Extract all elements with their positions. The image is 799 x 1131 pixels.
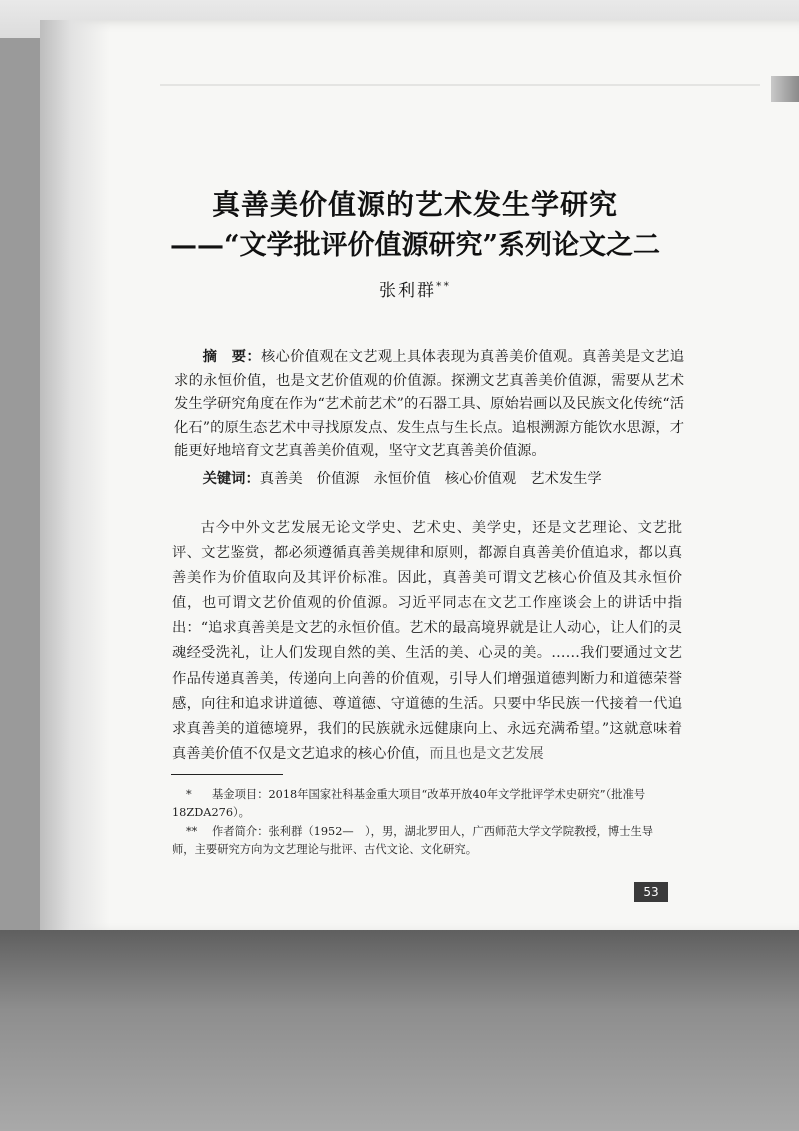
author-footnote-mark: ** xyxy=(436,279,451,293)
body-paragraph-continuation: 而且也是文艺发展 xyxy=(429,745,544,762)
page-gutter-shadow xyxy=(40,20,110,935)
keyword: 永恒价值 xyxy=(373,470,431,487)
article-title: 真善美价值源的艺术发生学研究 xyxy=(211,188,618,221)
abstract-text: 核心价值观在文艺观上具体表现为真善美价值观。真善美是文艺追求的永恒价值，也是文艺价值观的价值源。探溯文艺真善美价值源，需要从艺术发生学研究角度在作为“艺术前艺术”的石器工具、原始岩画以及民族文化传统“活化石”的原生态艺术中寻找原发点、发生点与生长点。追根溯源方能饮水思源，才能更好地培育文艺真善美价值观，坚守文艺真善美价值源。 xyxy=(174,349,684,460)
keyword: 价值源 xyxy=(316,470,360,487)
footnote-mark: * xyxy=(186,788,192,801)
footnote-rule xyxy=(171,774,283,775)
page-edge-tab xyxy=(771,76,799,102)
footnote-text: 作者简介：张利群（1952— ），男，湖北罗田人，广西师范大学文学院教授，博士生导师，主要研究方向为文艺理论与批评、古代文论、文化研究。 xyxy=(172,825,654,856)
abstract-paragraph xyxy=(174,346,684,464)
keywords-line xyxy=(174,468,684,492)
page-number: 53 xyxy=(634,882,668,902)
keyword: 核心价值观 xyxy=(444,470,517,487)
footnote-mark: ** xyxy=(186,825,198,838)
body-text xyxy=(172,516,682,767)
article-heading xyxy=(150,186,680,301)
keyword: 真善美 xyxy=(259,470,303,487)
keyword: 艺术发生学 xyxy=(530,470,602,487)
footnote-item xyxy=(172,786,658,822)
keywords-label: 关键词： xyxy=(202,470,260,487)
abstract-section xyxy=(174,346,684,492)
author-line xyxy=(150,276,680,301)
body-paragraph-text: 古今中外文艺发展无论文学史、艺术史、美学史，还是文艺理论、文艺批评、文艺鉴赏，都必须遵循真善美规律和原则，都源自真善美价值追求，都以真善美作为价值取向及其评价标准。因此，真善美可谓文艺核心价值及其永恒价值，也可谓文艺价值观的价值源。习近平同志在文艺工作座谈会上的讲话中指出：“追求真善美是文艺的永恒价值。艺术的最高境界就是让人动心，让人们的灵魂经受洗礼，让人们发现自然的美、生活的美、心灵的美。……我们要通过文艺作品传递真善美，传递向上向善的价值观，引导人们增强道德判断力和道德荣誉感，向往和追求讲道德、尊道德、守道德的生活。只要中华民族一代接着一代追求真善美的道德境界，我们的民族就永远健康向上、永远充满希望。”这就意味着真善美价值不仅是文艺追求的核心价值， xyxy=(172,520,682,762)
article-subtitle: ——“文学批评价值源研究”系列论文之二 xyxy=(169,230,661,261)
footnotes xyxy=(172,786,658,860)
abstract-label: 摘 要： xyxy=(202,349,261,365)
footnote-item xyxy=(172,823,658,859)
body-paragraph xyxy=(172,516,682,767)
faint-header-line xyxy=(160,84,760,86)
scan-background-bottom xyxy=(0,930,799,1131)
author-name: 张利群 xyxy=(379,281,436,301)
footnote-text: 基金项目：2018年国家社科基金重大项目“改革开放40年文学批评学术史研究”（批准号18ZDA276）。 xyxy=(172,788,646,819)
